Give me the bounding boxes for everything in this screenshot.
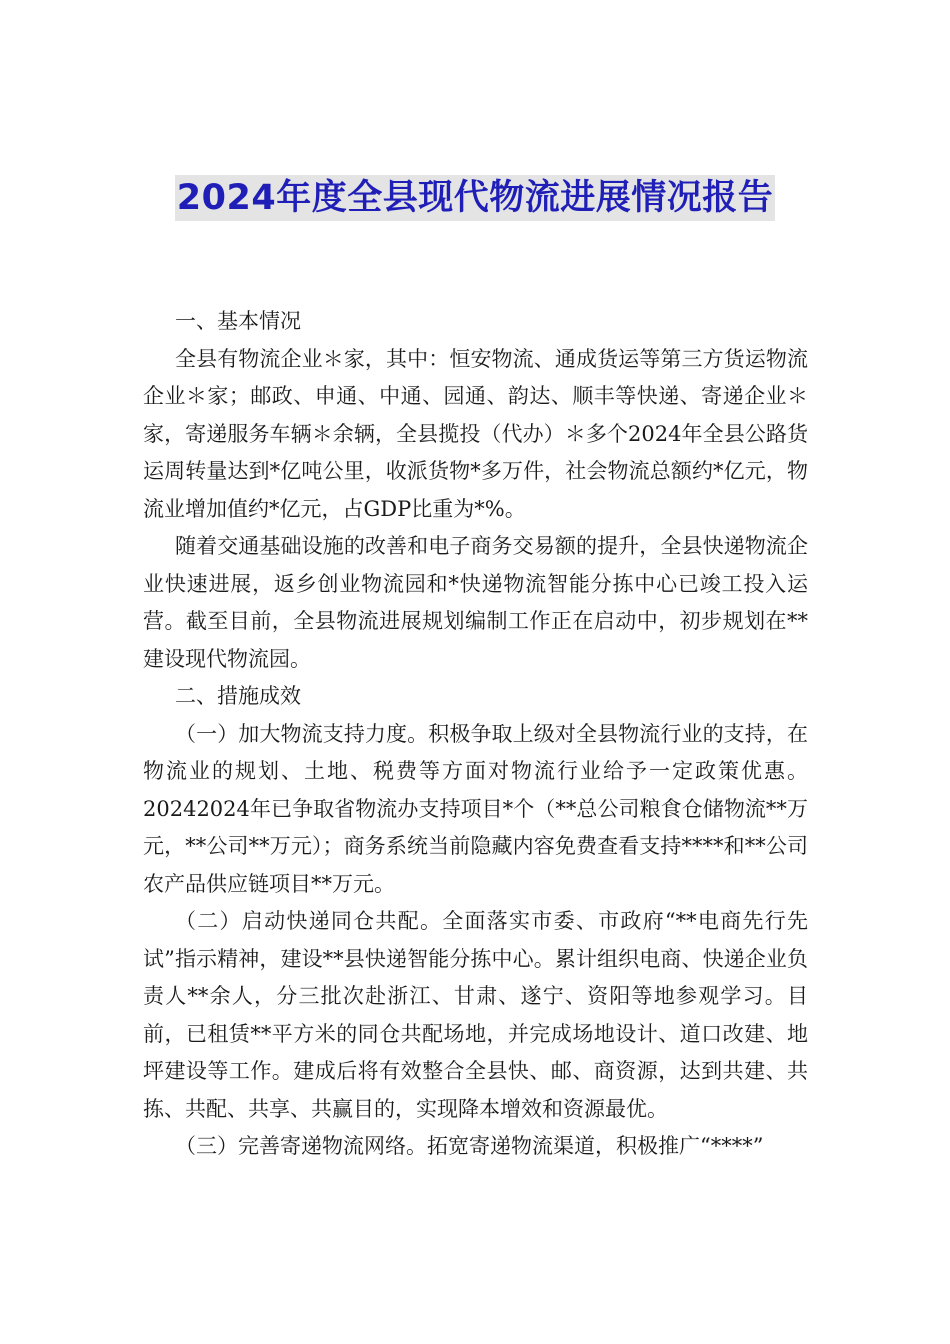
section-heading-measures: 二、措施成效 bbox=[175, 684, 301, 708]
title-block bbox=[0, 175, 950, 221]
paragraph-development: 随着交通基础设施的改善和电子商务交易额的提升，全县快递物流企业快速进展，返乡创业物流园和*快递物流智能分拣中心已竣工投入运营。截至目前，全县物流进展规划编制工作正在启动中，初步规划在**建设现代物流园。 bbox=[143, 534, 808, 671]
paragraph-network: （三）完善寄递物流网络。拓宽寄递物流渠道，积极推广“****” bbox=[175, 1134, 764, 1158]
paragraph-warehouse: （二）启动快递同仓共配。全面落实市委、市政府“**电商先行先试”指示精神，建设**县快递智能分拣中心。累计组织电商、快递企业负责人**余人，分三批次赴浙江、甘肃、遂宁、资阳等地参观学习。目前，已租赁**平方米的同仓共配场地，并完成场地设计、道口改建、地坪建设等工作。建成后将有效整合全县快、邮、商资源，达到共建、共拣、共配、共享、共赢目的，实现降本增效和资源最优。 bbox=[143, 909, 808, 1121]
document-body bbox=[143, 303, 808, 1166]
section-heading-basic: 一、基本情况 bbox=[175, 309, 301, 333]
paragraph-enterprises: 全县有物流企业＊家，其中：恒安物流、通成货运等第三方货运物流企业＊家；邮政、申通、中通、园通、韵达、顺丰等快递、寄递企业＊家，寄递服务车辆＊余辆，全县揽投（代办）＊多个2024年全县公路货运周转量达到*亿吨公里，收派货物*多万件，社会物流总额约*亿元，物流业增加值约*亿元，占GDP比重为*%。 bbox=[143, 346, 808, 521]
paragraph-support: （一）加大物流支持力度。积极争取上级对全县物流行业的支持，在物流业的规划、土地、税费等方面对物流行业给予一定政策优惠。20242024年已争取省物流办支持项目*个（**总公司粮食仓储物流**万元，**公司**万元）；商务系统当前隐藏内容免费查看支持****和**公司农产品供应链项目**万元。 bbox=[143, 721, 808, 896]
document-title: 2024年度全县现代物流进展情况报告 bbox=[175, 175, 775, 221]
